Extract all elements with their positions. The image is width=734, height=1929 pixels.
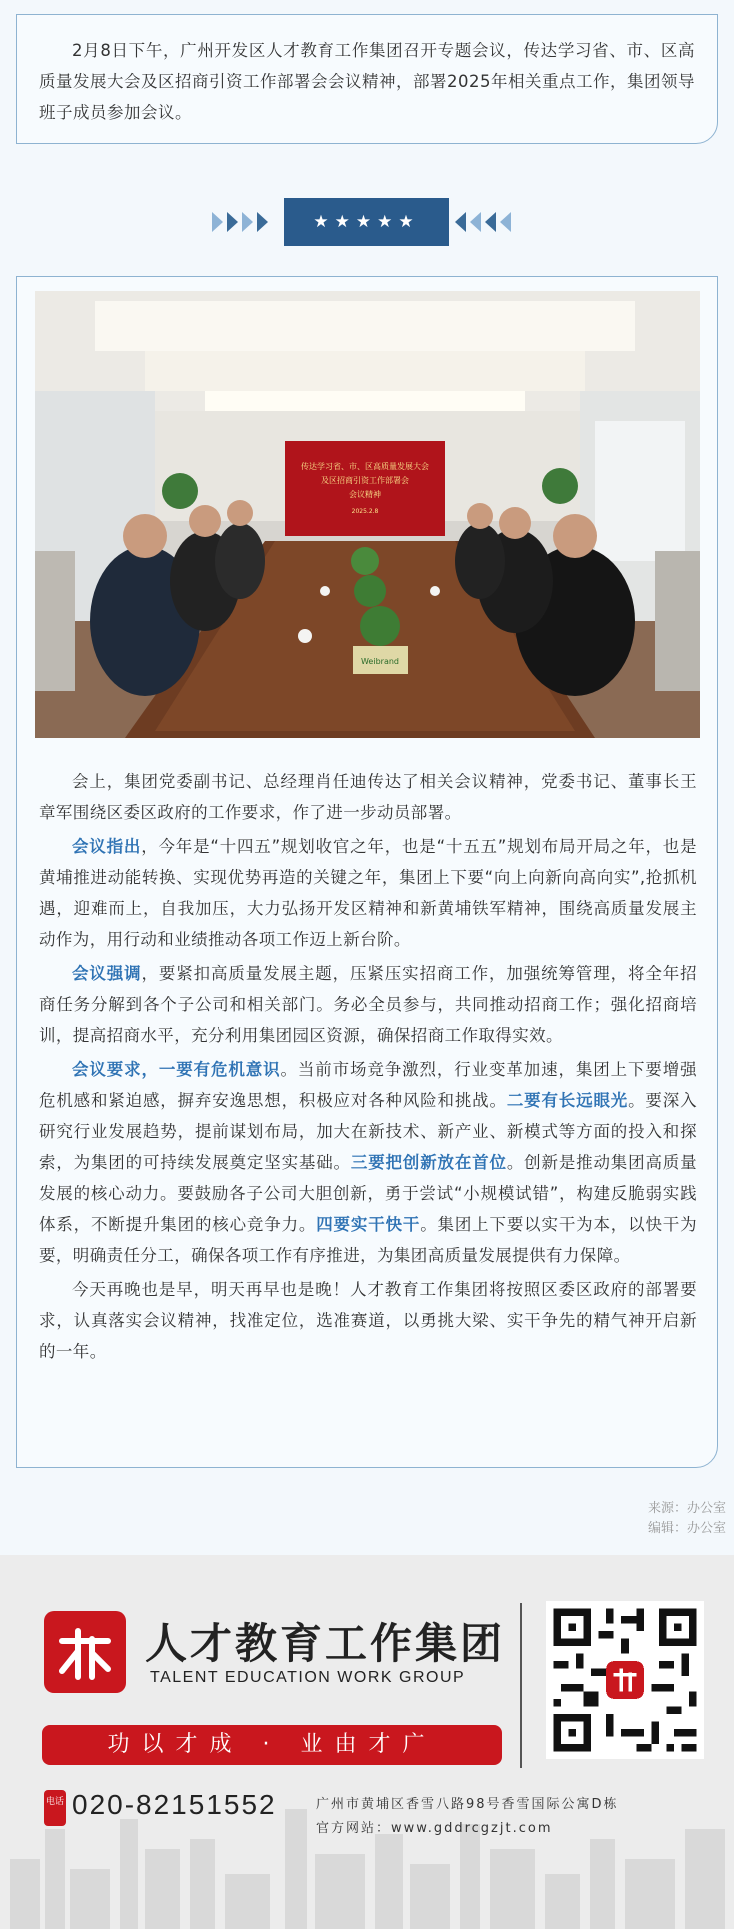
screen-line1: 传达学习省、市、区高质量发展大会 <box>301 462 429 471</box>
highlight-meeting-stressed: 会议强调 <box>72 964 142 983</box>
article-meta <box>648 1499 726 1539</box>
phone-tag: 电话 <box>44 1790 66 1826</box>
footer <box>0 1555 734 1929</box>
paragraph-5: 今天再晚也是早，明天再早也是晚！人才教育工作集团将按照区委区政府的部署要求，认真落实会议精神，找准定位，选准赛道，以勇挑大梁、实干争先的精气神开启新的一年。 <box>39 1280 697 1361</box>
screen-line2: 及区招商引资工作部署会 <box>321 476 409 485</box>
footer-divider <box>520 1603 522 1768</box>
address-text: 广州市黄埔区香雪八路98号香雪国际公寓D栋 <box>316 1797 619 1812</box>
source-label: 来源：办公室 <box>647 1501 726 1516</box>
phone-number[interactable]: 020-82151552 <box>72 1789 277 1820</box>
paragraph-4: 会议要求，一要有危机意识。当前市场竞争激烈，行业变革加速，集团上下要增强危机感和紧迫感，摒弃安逸思想，积极应对各种风险和挑战。二要有长远眼光。要深入研究行业发展趋势，提前谋划布局，加大在新技术、新产业、新模式等方面的投入和探索，为集团的可持续发展奠定坚实基础。三要把创新放在首位。创新是推动集团高质量发展的核心动力。要鼓励各子公司大胆创新，勇于尝试“小规模试错”，构建反脆弱实践体系，不断提升集团的核心竞争力。四要实干快干。集团上下要以实干为本，以快干为要，明确责任分工，确保各项工作有序推进，为集团高质量发展提供有力保障。 <box>39 1060 698 1265</box>
tissue-brand: Weibrand <box>360 657 400 666</box>
highlight-action: 四要实干快干 <box>316 1215 421 1234</box>
highlight-innovation: 三要把创新放在首位 <box>350 1153 507 1172</box>
meeting-photo <box>35 291 700 738</box>
paragraph-1: 会上，集团党委副书记、总经理肖任迪传达了相关会议精神，党委书记、董事长王章军围绕区委区政府的工作要求，作了进一步动员部署。 <box>39 772 697 822</box>
article-box <box>16 276 718 1468</box>
right-arrows-icon <box>455 212 515 236</box>
group-logo-icon <box>44 1611 126 1693</box>
left-arrows-icon <box>212 212 272 236</box>
screen-line3: 会议精神 <box>349 490 381 499</box>
highlight-vision: 二要有长远眼光 <box>506 1091 629 1110</box>
paragraph-2: 会议指出，今年是“十四五”规划收官之年，也是“十五五”规划布局开局之年，也是黄埔推进动能转换、实现优势再造的关键之年，集团上下要“向上向新向高向实”,抢抓机遇，迎难而上，自我加压，大力弘扬开发区精神和新黄埔铁军精神，围绕高质量发展主动作为，用行动和业绩推动各项工作迈上新台阶。 <box>39 837 697 949</box>
article-content <box>39 766 697 1370</box>
paragraph-3: 会议强调，要紧扣高质量发展主题，压紧压实招商工作，加强统筹管理，将全年招商任务分解到各个子公司和相关部门。务必全员参与，共同推动招商工作；强化招商培训，提高招商水平，充分利用集团园区资源，确保招商工作取得实效。 <box>39 964 697 1045</box>
contact-info <box>316 1793 619 1841</box>
intro-box <box>16 14 718 144</box>
stars-badge: ★★★★★ <box>284 198 449 246</box>
slogan-banner: 功以才成 · 业由才广 <box>42 1725 502 1765</box>
editor-label: 编辑：办公室 <box>647 1521 726 1536</box>
qr-code-icon[interactable] <box>546 1601 704 1759</box>
brand-name-en: TALENT EDUCATION WORK GROUP <box>150 1669 466 1686</box>
website-link[interactable]: 官方网站：www.gddrcgzjt.com <box>316 1821 553 1836</box>
brand-name-cn: 人才教育工作集团 <box>145 1619 506 1668</box>
highlight-meeting-pointed: 会议指出 <box>72 837 142 856</box>
screen-date: 2025.2.8 <box>351 508 379 515</box>
highlight-crisis: 会议要求，一要有危机意识 <box>72 1060 281 1079</box>
intro-text: 2月8日下午，广州开发区人才教育工作集团召开专题会议，传达学习省、市、区高质量发展大会及区招商引资工作部署会会议精神，部署2025年相关重点工作，集团领导班子成员参加会议。 <box>39 41 695 122</box>
section-divider <box>0 198 734 248</box>
